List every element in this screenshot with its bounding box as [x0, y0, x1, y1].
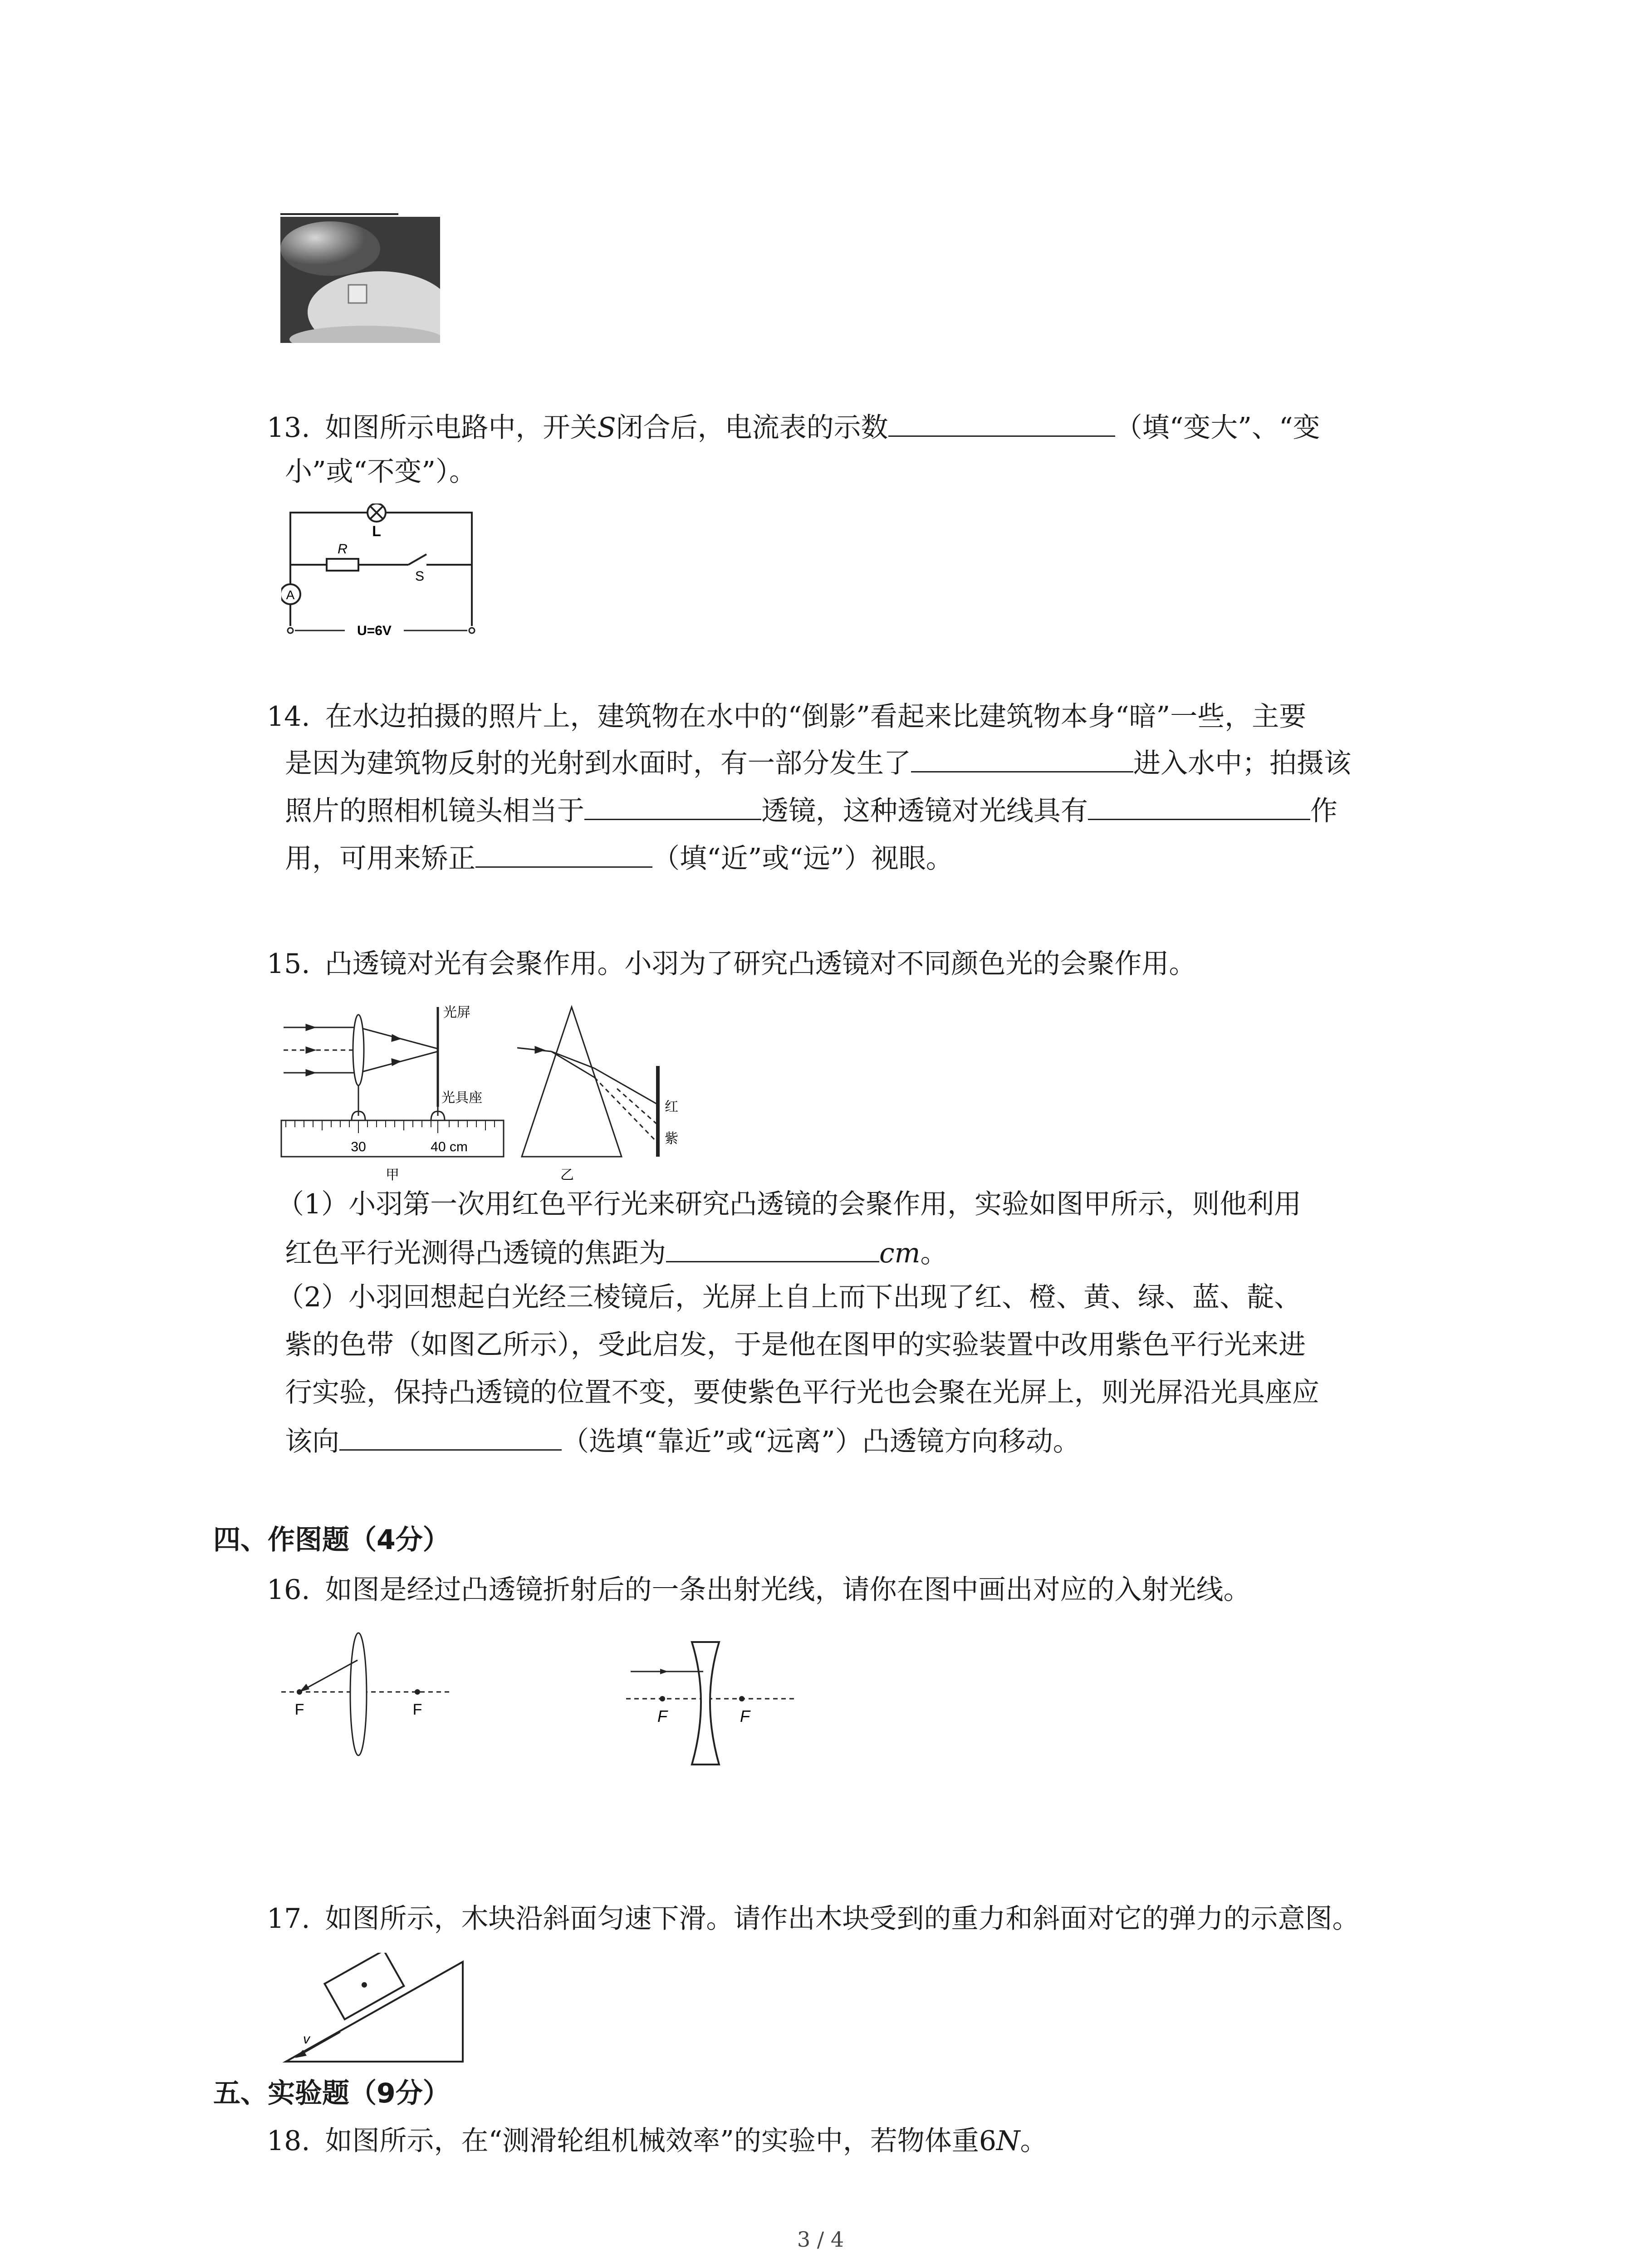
section-4-heading: 四、作图题（4分） [213, 1524, 450, 1556]
q18-weight-unit: N [996, 2125, 1020, 2157]
q15-p2-line2: 紫的色带（如图乙所示），受此启发，于是他在图甲的实验装置中改用紫色平行光来进 [285, 1329, 1306, 1361]
q15-bench-label: 光具座 [441, 1090, 482, 1105]
q15-fig-jia-label: 甲 [386, 1168, 399, 1183]
q13-switch-label: S [415, 569, 425, 584]
q15-p1-end: 。 [920, 1237, 948, 1269]
q18-weight-value: 6 [979, 2125, 997, 2157]
q15-screen-label: 光屏 [443, 1005, 470, 1020]
q14-blank-2[interactable] [584, 787, 761, 820]
q13-lamp-label: L [372, 523, 381, 539]
q15-number: 15. [267, 948, 310, 980]
q15-p2-line4a: 该向 [285, 1426, 339, 1457]
q13-line2: 小”或“不变”）。 [285, 456, 477, 488]
q15-tick-40: 40 cm [431, 1139, 468, 1154]
q13-voltage-label: U=6V [357, 623, 392, 638]
q16-focus-2: F [412, 1701, 422, 1718]
q15-figure-yi [517, 998, 708, 1188]
q14-line3b: 透镜，这种透镜对光线具有 [761, 795, 1088, 827]
kettle-photo [280, 217, 440, 343]
q15-purple-label: 紫 [665, 1131, 678, 1146]
q13-circuit-figure [281, 503, 481, 640]
q16-convex-lens-figure [281, 1628, 454, 1765]
q15-p2-line4b: （选填“靠近”或“远离”）凸透镜方向移动。 [562, 1426, 1080, 1457]
q13-answer-blank[interactable] [888, 404, 1115, 437]
q13-text-c: （填“变大”、“变 [1115, 412, 1320, 444]
q18-text-a: 如图所示，在“测滑轮组机械效率”的实验中，若物体重 [325, 2125, 979, 2157]
q16-focus-4: F [740, 1707, 750, 1725]
q18-number: 18. [267, 2125, 310, 2157]
page-number: 3 / 4 [797, 2227, 844, 2252]
q16-focus-1: F [294, 1701, 304, 1718]
q15-direction-blank[interactable] [339, 1418, 562, 1451]
q14-line3a: 照片的照相机镜头相当于 [285, 795, 584, 827]
q14-line1: 在水边拍摄的照片上，建筑物在水中的“倒影”看起来比建筑物本身“暗”一些，主要 [325, 701, 1307, 733]
q13-var-s: S [597, 412, 616, 444]
q14-line3c: 作 [1310, 795, 1337, 827]
q14-line2b: 进入水中；拍摄该 [1133, 748, 1351, 779]
q13-ammeter-label: A [286, 588, 295, 602]
q14-blank-3[interactable] [1088, 787, 1310, 820]
q14-line4b: （填“近”或“远”）视眼。 [652, 843, 953, 875]
q17-velocity-label: v [303, 2032, 310, 2047]
q15-line1: 凸透镜对光有会聚作用。小羽为了研究凸透镜对不同颜色光的会聚作用。 [325, 948, 1196, 980]
q16-focus-3: F [657, 1707, 667, 1725]
q14-blank-4[interactable] [475, 835, 652, 868]
q14-number: 14. [267, 701, 310, 733]
q14-blank-1[interactable] [911, 739, 1133, 772]
q13-resistor-label: R [338, 542, 348, 557]
q15-p1-line2: 红色平行光测得凸透镜的焦距为 [285, 1237, 666, 1269]
q15-figure-jia [279, 998, 506, 1188]
q18-text-b: 。 [1020, 2125, 1048, 2157]
q13-number: 13. [267, 412, 310, 444]
q15-p2-line3: 行实验，保持凸透镜的位置不变，要使紫色平行光也会聚在光屏上，则光屏沿光具座应 [285, 1377, 1319, 1408]
q15-p2-line1: （2）小羽回想起白光经三棱镜后，光屏上自上而下出现了红、橙、黄、绿、蓝、靛、 [277, 1281, 1302, 1313]
q15-red-label: 红 [665, 1100, 678, 1114]
q15-fig-yi-label: 乙 [560, 1168, 574, 1183]
q15-focal-length-blank[interactable] [666, 1229, 879, 1262]
q17-text: 如图所示，木块沿斜面匀速下滑。请作出木块受到的重力和斜面对它的弹力的示意图。 [325, 1903, 1360, 1935]
q14-line2a: 是因为建筑物反射的光射到水面时，有一部分发生了 [285, 748, 911, 779]
q17-number: 17. [267, 1903, 310, 1935]
q13-text-a: 如图所示电路中，开关 [325, 412, 598, 444]
q16-concave-lens-figure [626, 1633, 798, 1783]
q16-text: 如图是经过凸透镜折射后的一条出射光线，请你在图中画出对应的入射光线。 [325, 1574, 1251, 1606]
q14-line4a: 用，可用来矫正 [285, 843, 475, 875]
q15-unit: cm [879, 1237, 921, 1269]
section-5-heading: 五、实验题（9分） [213, 2077, 450, 2109]
q16-number: 16. [267, 1574, 310, 1606]
q13-text-b: 闭合后，电流表的示数 [616, 412, 888, 444]
q15-tick-30: 30 [351, 1139, 366, 1154]
q17-incline-figure [281, 1953, 472, 2071]
q15-p1-line1: （1）小羽第一次用红色平行光来研究凸透镜的会聚作用，实验如图甲所示，则他利用 [277, 1188, 1302, 1220]
